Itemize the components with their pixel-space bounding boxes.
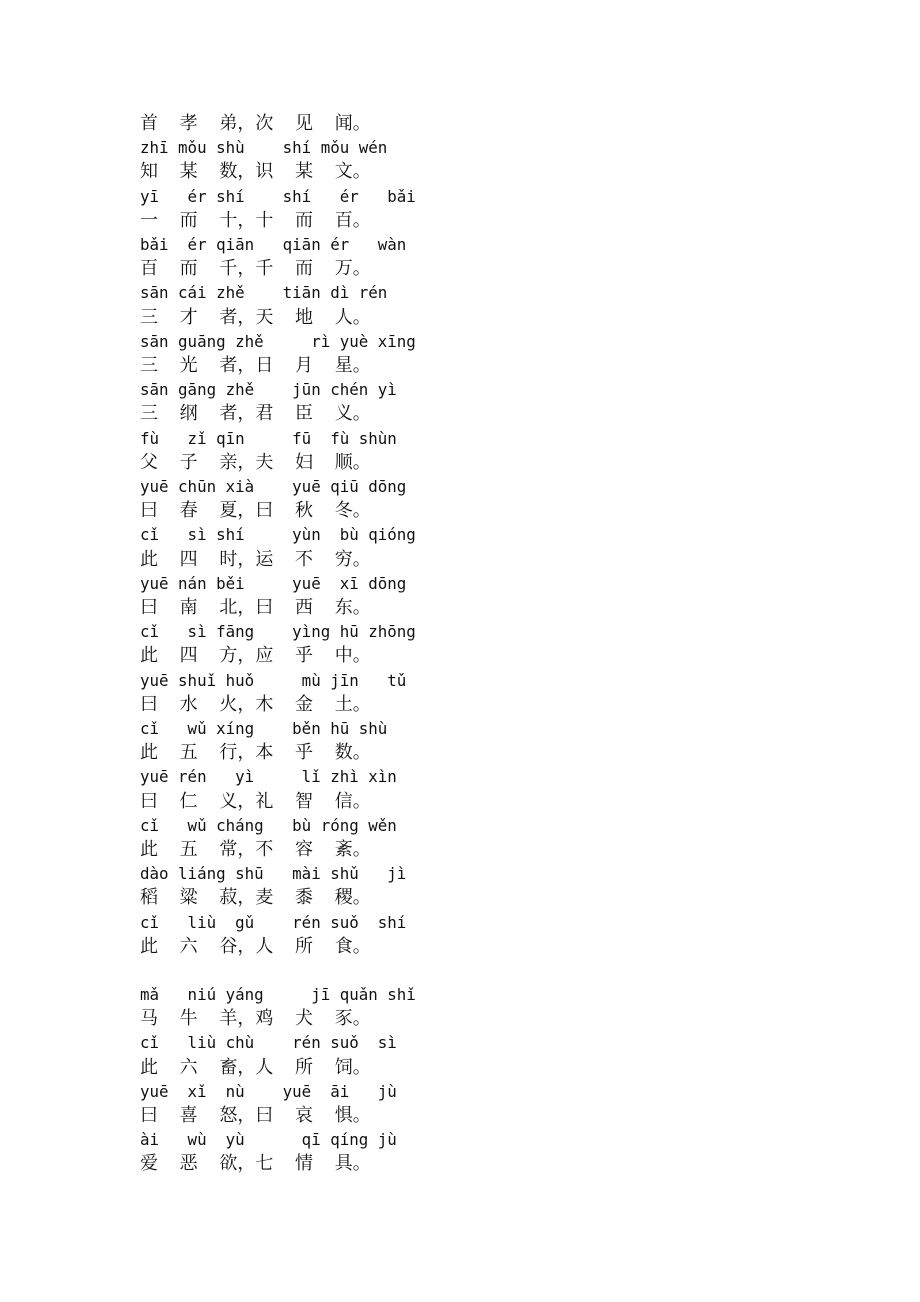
hanzi-line: 曰 水 火，木 金 土。 — [140, 694, 371, 715]
hanzi-line: 稻 粱 菽，麦 黍 稷。 — [140, 887, 371, 908]
hanzi-line: 三 纲 者，君 臣 义。 — [140, 403, 371, 424]
hanzi-line: 曰 喜 怒，曰 哀 惧。 — [140, 1105, 371, 1126]
hanzi-line: 三 光 者，日 月 星。 — [140, 355, 371, 376]
hanzi-line: 此 四 方，应 乎 中。 — [140, 645, 371, 666]
pinyin-line: cǐ sì shí yùn bù qióng — [140, 525, 416, 544]
pinyin-line: ài wù yù qī qíng jù — [140, 1130, 397, 1149]
hanzi-line: 此 五 行，本 乎 数。 — [140, 742, 371, 763]
pinyin-line: mǎ niú yáng jī quǎn shǐ — [140, 985, 416, 1004]
hanzi-line: 曰 春 夏，曰 秋 冬。 — [140, 500, 371, 521]
pinyin-line: zhī mǒu shù shí mǒu wén — [140, 138, 388, 157]
pinyin-line: yuē xǐ nù yuē āi jù — [140, 1082, 397, 1101]
hanzi-line: 曰 南 北，曰 西 东。 — [140, 597, 371, 618]
pinyin-line: yuē nán běi yuē xī dōng — [140, 574, 407, 593]
hanzi-line: 知 某 数，识 某 文。 — [140, 161, 371, 182]
pinyin-line: yī ér shí shí ér bǎi — [140, 187, 416, 206]
hanzi-line: 一 而 十，十 而 百。 — [140, 210, 371, 231]
pinyin-line: sān gāng zhě jūn chén yì — [140, 380, 397, 399]
hanzi-line: 首 孝 弟，次 见 闻。 — [140, 113, 371, 134]
pinyin-line: yuē shuǐ huǒ mù jīn tǔ — [140, 671, 407, 690]
pinyin-line: yuē chūn xià yuē qiū dōng — [140, 477, 407, 496]
hanzi-line: 父 子 亲，夫 妇 顺。 — [140, 452, 371, 473]
pinyin-line: cǐ wǔ xíng běn hū shù — [140, 719, 388, 738]
hanzi-line: 爱 恶 欲，七 情 具。 — [140, 1153, 371, 1174]
pinyin-line: sān guāng zhě rì yuè xīng — [140, 332, 416, 351]
hanzi-line: 此 六 谷，人 所 食。 — [140, 936, 371, 957]
pinyin-line: cǐ wǔ cháng bù róng wěn — [140, 816, 397, 835]
hanzi-line: 此 四 时，运 不 穷。 — [140, 549, 371, 570]
hanzi-line: 此 五 常，不 容 紊。 — [140, 839, 371, 860]
hanzi-line: 三 才 者，天 地 人。 — [140, 307, 371, 328]
pinyin-line: cǐ liù gǔ rén suǒ shí — [140, 913, 407, 932]
pinyin-line: fù zǐ qīn fū fù shùn — [140, 429, 397, 448]
pinyin-line: cǐ sì fāng yìng hū zhōng — [140, 622, 416, 641]
pinyin-line: dào liáng shū mài shǔ jì — [140, 864, 407, 883]
pinyin-line: yuē rén yì lǐ zhì xìn — [140, 767, 397, 786]
pinyin-line: cǐ liù chù rén suǒ sì — [140, 1033, 397, 1052]
hanzi-line: 曰 仁 义，礼 智 信。 — [140, 791, 371, 812]
hanzi-line: 此 六 畜，人 所 饲。 — [140, 1057, 371, 1078]
pinyin-line: sān cái zhě tiān dì rén — [140, 283, 388, 302]
pinyin-line: bǎi ér qiān qiān ér wàn — [140, 235, 407, 254]
hanzi-line: 马 牛 羊，鸡 犬 豕。 — [140, 1008, 371, 1029]
hanzi-line: 百 而 千，千 而 万。 — [140, 258, 371, 279]
